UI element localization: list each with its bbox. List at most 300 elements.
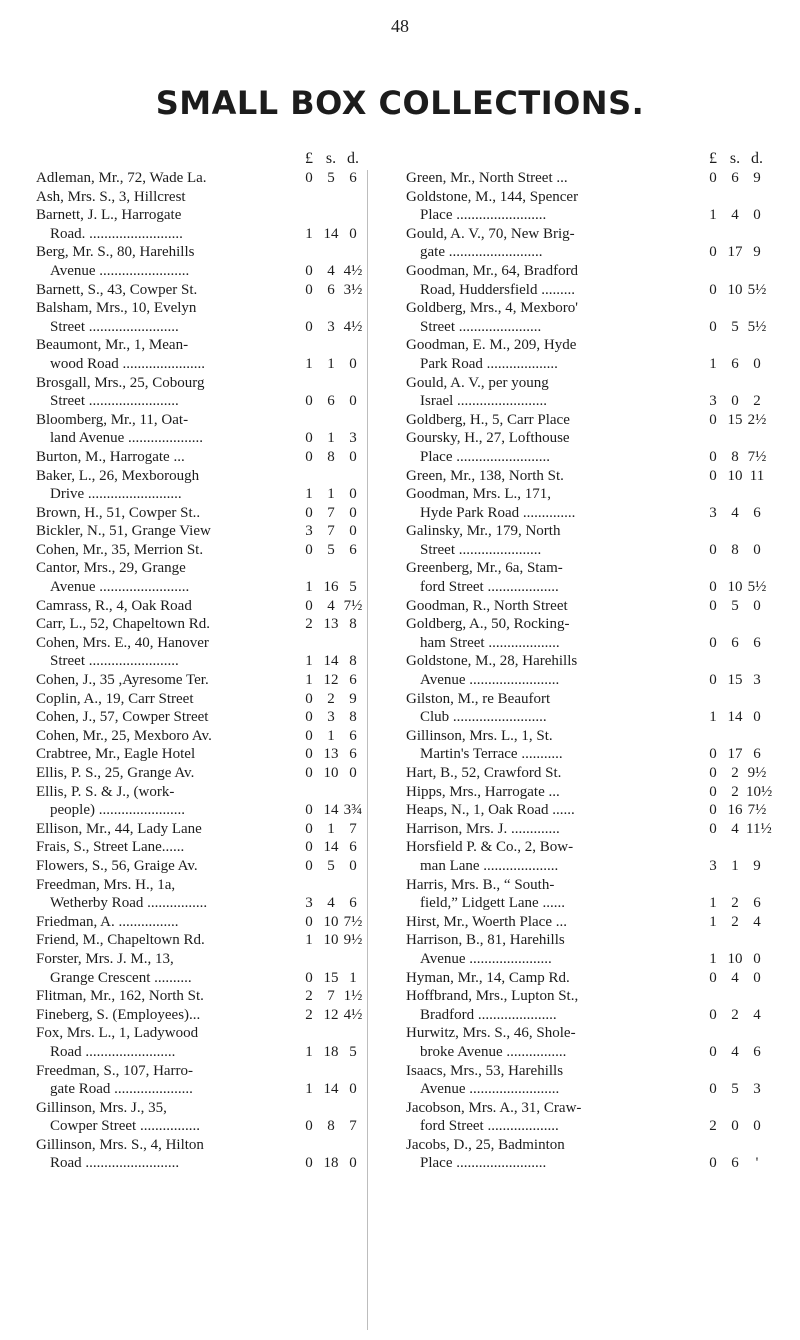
amount-pence: 0: [753, 207, 761, 224]
entry-amount-row: [406, 392, 768, 411]
subscriber-name-line: Berg, Mr. S., 80, Harehills: [36, 244, 195, 261]
subscriber-name-line: Green, Mr., 138, North St.: [406, 467, 564, 484]
amount-shillings: 5: [327, 170, 335, 186]
entry-amount-row: [406, 969, 768, 988]
amount-pence: 10½: [746, 783, 773, 800]
subscriber-name-line: Goldberg, H., 5, Carr Place: [406, 411, 570, 428]
subscriber-name-line: Brosgall, Mrs., 25, Cobourg: [36, 374, 205, 391]
subscriber-entry: [36, 615, 364, 634]
entry-name-row: [406, 727, 768, 746]
subscriber-name-line: Barnett, J. L., Harrogate: [36, 207, 182, 224]
amount-shillings: 2: [731, 895, 739, 912]
amount-shillings: 6: [731, 170, 739, 186]
amount-pounds: 2: [305, 616, 313, 633]
amount-shillings: 2: [327, 690, 335, 707]
subscriber-entry: [406, 931, 768, 968]
column-divider: [367, 170, 368, 1330]
entry-name-row: [36, 374, 364, 393]
entry-name-row: [36, 1136, 364, 1155]
subscriber-entry: [36, 206, 364, 243]
subscriber-entry: [36, 783, 364, 820]
subscriber-name-line: Street ........................: [50, 653, 179, 670]
subscriber-name-line: Gould, A. V., 70, New Brig-: [406, 225, 575, 242]
subscriber-entry: [406, 597, 768, 616]
amount-shillings: 10: [323, 932, 339, 949]
amount-pounds: 0: [305, 839, 313, 856]
entry-name-row: [406, 429, 768, 448]
pence-header: d.: [347, 150, 359, 167]
amount-shillings: 15: [727, 672, 743, 689]
subscriber-name-line: Hurwitz, Mrs. S., 46, Shole-: [406, 1025, 576, 1042]
entry-name-row: [406, 299, 768, 318]
entry-amount-row: [36, 485, 364, 504]
amount-shillings: 4: [327, 895, 335, 912]
entry-amount-row: [406, 318, 768, 337]
subscriber-entry: [406, 169, 768, 188]
entry-amount-row: [36, 764, 364, 783]
subscriber-name-line: Road. .........................: [50, 225, 183, 242]
entry-name-row: [406, 374, 768, 393]
amount-pence: 7½: [343, 597, 363, 614]
entry-amount-row: [406, 820, 772, 839]
subscriber-entry: [406, 987, 768, 1024]
amount-shillings: 15: [727, 411, 743, 428]
amount-shillings: 13: [323, 746, 339, 763]
subscriber-entry: [406, 727, 768, 764]
amount-pounds: 1: [305, 1081, 313, 1098]
subscriber-entry: [406, 411, 768, 430]
amount-shillings: 12: [323, 1006, 339, 1023]
entry-amount-row: [406, 206, 768, 225]
amount-pounds: 1: [709, 709, 717, 726]
amount-pounds: 0: [305, 281, 313, 298]
amount-pounds: 0: [709, 411, 717, 428]
subscriber-entry: [406, 225, 768, 262]
amount-shillings: 5: [327, 857, 335, 874]
entry-name-row: [36, 634, 364, 653]
amount-pence: ': [755, 1155, 759, 1172]
subscriber-name-line: Goodman, Mr., 64, Bradford: [406, 262, 579, 279]
subscriber-entry: [36, 188, 364, 207]
amount-shillings: 14: [323, 653, 339, 670]
subscriber-entry: [36, 1099, 364, 1136]
amount-shillings: 10: [323, 913, 339, 930]
entry-amount-row: [36, 1117, 364, 1136]
amount-shillings: 2: [731, 783, 739, 800]
entry-name-row: [406, 931, 768, 950]
subscriber-name-line: gate Road .....................: [50, 1081, 193, 1098]
amount-pounds: 0: [305, 170, 313, 186]
amount-shillings: 18: [323, 1043, 339, 1060]
subscriber-name-line: Harrison, B., 81, Harehills: [406, 932, 565, 949]
amount-pounds: 0: [305, 541, 313, 558]
entry-amount-row: [406, 169, 768, 188]
entry-name-row: [406, 1136, 768, 1155]
entry-amount-row: [406, 857, 768, 876]
amount-shillings: 8: [731, 448, 739, 465]
right-entry-list: [406, 169, 773, 1173]
entry-amount-row: [36, 931, 364, 950]
subscriber-name-line: Friedman, A. ................: [36, 913, 179, 930]
amount-shillings: 1: [327, 820, 335, 837]
entry-amount-row: [36, 541, 364, 560]
entry-amount-row: [406, 950, 768, 969]
amount-pounds: 0: [305, 969, 313, 986]
subscriber-name-line: Bradford .....................: [420, 1006, 557, 1023]
page-title: SMALL BOX COLLECTIONS.: [155, 84, 645, 122]
amount-pence: 6: [349, 170, 357, 186]
entry-amount-row: [36, 820, 364, 839]
amount-pence: 6: [349, 895, 357, 912]
amount-pounds: 0: [305, 1155, 313, 1172]
subscriber-name-line: Israel ........................: [420, 393, 548, 410]
subscriber-name-line: Burton, M., Harrogate ...: [36, 448, 185, 465]
entry-amount-row: [36, 281, 364, 300]
entry-amount-row: [406, 467, 768, 486]
amount-pence: 6: [349, 746, 357, 763]
amount-pence: 9: [753, 857, 761, 874]
subscriber-name-line: Goodman, Mrs. L., 171,: [406, 486, 551, 503]
amount-shillings: 18: [323, 1155, 339, 1172]
entry-amount-row: [406, 783, 773, 802]
subscriber-name-line: Cohen, Mr., 25, Mexboro Av.: [36, 727, 212, 744]
subscriber-entry: [36, 243, 364, 280]
subscriber-name-line: Fineberg, S. (Employees)...: [36, 1006, 201, 1023]
amount-pence: 0: [349, 857, 357, 874]
entry-amount-row: [36, 448, 364, 467]
subscriber-entry: [406, 262, 768, 299]
amount-pounds: 0: [709, 820, 717, 837]
amount-shillings: 3: [327, 318, 335, 335]
entry-name-row: [406, 690, 768, 709]
amount-pounds: 0: [709, 672, 717, 689]
subscriber-name-line: man Lane ....................: [420, 857, 559, 874]
amount-shillings: 10: [727, 579, 743, 596]
subscriber-entry: [36, 634, 364, 671]
entry-amount-row: [36, 671, 364, 690]
subscriber-name-line: Adleman, Mr., 72, Wade La.: [36, 170, 207, 186]
subscriber-entry: [36, 764, 364, 783]
subscriber-name-line: Hyman, Mr., 14, Camp Rd.: [406, 969, 570, 986]
amount-pence: 9½: [747, 765, 767, 781]
subscriber-entry: [406, 374, 768, 411]
amount-pence: 9½: [343, 932, 363, 949]
entry-amount-row: [406, 243, 768, 262]
amount-shillings: 5: [327, 541, 335, 558]
entry-amount-row: [36, 522, 364, 541]
entry-name-row: [406, 225, 768, 244]
subscriber-entry: [36, 504, 364, 523]
entry-amount-row: [36, 578, 364, 597]
subscriber-name-line: Carr, L., 52, Chapeltown Rd.: [36, 616, 210, 633]
subscriber-entry: [36, 690, 364, 709]
entry-amount-row: [36, 969, 364, 988]
entry-amount-row: [406, 578, 768, 597]
subscriber-name-line: Gillinson, Mrs. S., 4, Hilton: [36, 1136, 204, 1153]
subscriber-entry: [36, 671, 364, 690]
subscriber-entry: [406, 467, 768, 486]
amount-pounds: 0: [305, 727, 313, 744]
subscriber-name-line: Brown, H., 51, Cowper St..: [36, 504, 201, 521]
entry-name-row: [406, 652, 768, 671]
subscriber-name-line: Fox, Mrs. L., 1, Ladywood: [36, 1025, 199, 1042]
amount-pounds: 0: [305, 504, 313, 521]
subscriber-name-line: Bickler, N., 51, Grange View: [36, 523, 211, 540]
amount-pounds: 0: [709, 634, 717, 651]
amount-pence: 0: [349, 504, 357, 521]
subscriber-name-line: Heaps, N., 1, Oak Road ......: [406, 802, 575, 819]
subscriber-name-line: Greenberg, Mr., 6a, Stam-: [406, 560, 563, 577]
amount-pounds: 0: [305, 430, 313, 447]
entry-amount-row: [406, 355, 768, 374]
subscriber-entry: [36, 169, 364, 188]
entry-amount-row: [36, 429, 364, 448]
amount-shillings: 4: [731, 820, 739, 837]
subscriber-name-line: ford Street ...................: [420, 1118, 559, 1135]
subscriber-name-line: Avenue ......................: [420, 950, 552, 967]
amount-pounds: 1: [305, 1043, 313, 1060]
amount-pence: 6: [753, 634, 761, 651]
amount-shillings: 4: [731, 207, 739, 224]
amount-pounds: 0: [709, 318, 717, 335]
page-number: 48: [391, 16, 409, 36]
entry-name-row: [36, 1024, 364, 1043]
entry-name-row: [36, 336, 364, 355]
amount-pounds: 0: [305, 820, 313, 837]
amount-pence: 8: [349, 653, 357, 670]
entry-amount-row: [36, 987, 364, 1006]
amount-pence: 11½: [746, 820, 772, 837]
amount-pence: 3: [753, 672, 761, 689]
amount-pounds: 2: [305, 988, 313, 1005]
amount-pounds: 0: [709, 467, 717, 484]
amount-pence: 5: [349, 1043, 357, 1060]
subscriber-entry: [406, 690, 768, 727]
subscriber-entry: [36, 1024, 364, 1061]
subscriber-entry: [36, 1062, 364, 1099]
amount-pounds: 0: [305, 802, 313, 819]
amount-shillings: 5: [731, 318, 739, 335]
amount-pounds: 3: [709, 857, 717, 874]
entry-amount-row: [406, 708, 768, 727]
subscriber-name-line: Flitman, Mr., 162, North St.: [36, 988, 204, 1005]
entry-name-row: [406, 838, 768, 857]
subscriber-entry: [36, 838, 364, 857]
subscriber-entry: [36, 931, 364, 950]
subscriber-entry: [406, 336, 768, 373]
amount-shillings: 13: [323, 616, 339, 633]
amount-pounds: 0: [305, 448, 313, 465]
shillings-header: s.: [729, 150, 741, 167]
subscriber-name-line: Freedman, S., 107, Harro-: [36, 1062, 194, 1079]
subscriber-name-line: Club .........................: [420, 709, 547, 726]
subscriber-name-line: Gilston, M., re Beaufort: [406, 690, 551, 707]
subscriber-entry: [36, 913, 364, 932]
amount-pounds: 3: [709, 393, 717, 410]
subscriber-name-line: Place ........................: [420, 207, 547, 224]
entry-amount-row: [406, 541, 768, 560]
subscriber-name-line: broke Avenue ................: [420, 1043, 567, 1060]
amount-pounds: 0: [709, 783, 717, 800]
subscriber-entry: [406, 838, 768, 875]
subscriber-name-line: Hyde Park Road ..............: [420, 504, 576, 521]
amount-pounds: 1: [305, 653, 313, 670]
amount-pence: 7: [349, 820, 357, 837]
amount-shillings: 10: [727, 281, 743, 298]
amount-shillings: 4: [731, 504, 739, 521]
entry-amount-row: [406, 764, 768, 783]
amount-shillings: 2: [731, 913, 739, 930]
amount-pence: 8: [349, 616, 357, 633]
entry-name-row: [406, 876, 768, 895]
entry-name-row: [36, 243, 364, 262]
subscriber-name-line: Park Road ...................: [420, 355, 558, 372]
currency-header: [406, 150, 768, 169]
amount-pounds: 0: [709, 281, 717, 298]
subscriber-entry: [406, 783, 773, 802]
subscriber-entry: [36, 987, 364, 1006]
subscriber-name-line: Gillinson, Mrs. J., 35,: [36, 1099, 167, 1116]
amount-pence: 9: [349, 690, 357, 707]
subscriber-entry: [36, 299, 364, 336]
entry-amount-row: [36, 1006, 364, 1025]
subscriber-name-line: Barnett, S., 43, Cowper St.: [36, 281, 198, 298]
amount-pounds: 0: [305, 857, 313, 874]
amount-pence: 4½: [343, 1006, 363, 1023]
entry-amount-row: [406, 745, 768, 764]
entry-amount-row: [406, 1043, 768, 1062]
subscriber-name-line: Cowper Street ................: [50, 1118, 200, 1135]
subscriber-name-line: Cohen, Mr., 35, Merrion St.: [36, 541, 204, 558]
subscriber-name-line: Avenue ........................: [420, 672, 560, 689]
subscriber-name-line: ford Street ...................: [420, 579, 559, 596]
amount-pounds: 0: [709, 541, 717, 558]
amount-pence: 0: [349, 225, 357, 242]
entry-name-row: [36, 950, 364, 969]
amount-pence: 6: [349, 727, 357, 744]
amount-shillings: 5: [731, 597, 739, 614]
amount-pence: 2½: [747, 411, 767, 428]
subscriber-name-line: Jacobson, Mrs. A., 31, Craw-: [406, 1099, 582, 1116]
entry-name-row: [36, 1062, 364, 1081]
right-column: [406, 150, 773, 1173]
amount-pence: 0: [349, 393, 357, 410]
subscriber-name-line: field,” Lidgett Lane ......: [420, 895, 565, 912]
amount-pence: 6: [349, 541, 357, 558]
amount-pence: 0: [753, 1118, 761, 1135]
amount-pence: 2: [753, 393, 761, 410]
subscriber-name-line: Goodman, E. M., 209, Hyde: [406, 337, 577, 354]
entry-name-row: [406, 522, 768, 541]
subscriber-name-line: Road ........................: [50, 1043, 176, 1060]
subscriber-name-line: people) .......................: [50, 802, 185, 819]
amount-shillings: 2: [731, 765, 739, 781]
amount-pence: 5½: [747, 318, 767, 335]
subscriber-name-line: Hoffbrand, Mrs., Lupton St.,: [406, 988, 579, 1005]
entry-amount-row: [36, 188, 364, 207]
amount-shillings: 16: [727, 802, 743, 819]
amount-shillings: 12: [323, 672, 339, 689]
entry-name-row: [406, 336, 768, 355]
subscriber-entry: [36, 950, 364, 987]
entry-name-row: [406, 987, 768, 1006]
amount-shillings: 8: [731, 541, 739, 558]
subscriber-name-line: Green, Mr., North Street ...: [406, 170, 568, 186]
amount-shillings: 10: [727, 950, 743, 967]
amount-shillings: 6: [327, 281, 335, 298]
amount-pence: 0: [349, 355, 357, 372]
amount-pence: 1½: [343, 988, 363, 1005]
amount-pence: 0: [753, 969, 761, 986]
subscriber-entry: [406, 559, 768, 596]
subscriber-entry: [406, 801, 768, 820]
amount-pence: 4: [753, 1006, 761, 1023]
amount-pounds: 1: [709, 355, 717, 372]
subscriber-entry: [36, 1006, 364, 1025]
subscriber-entry: [406, 188, 768, 225]
subscriber-name-line: Avenue ........................: [420, 1081, 560, 1098]
left-column: [36, 150, 364, 1173]
amount-pounds: 0: [709, 597, 717, 614]
amount-pence: 3¾: [343, 802, 363, 819]
subscriber-entry: [406, 1024, 768, 1061]
amount-pounds: 0: [305, 1118, 313, 1135]
amount-pence: 0: [349, 1081, 357, 1098]
amount-shillings: 7: [327, 988, 335, 1005]
amount-pounds: 0: [305, 597, 313, 614]
subscriber-name-line: Goldberg, Mrs., 4, Mexboro': [406, 300, 578, 317]
amount-pence: 11: [749, 467, 765, 484]
subscriber-name-line: Hirst, Mr., Woerth Place ...: [406, 913, 567, 930]
amount-shillings: 14: [727, 709, 743, 726]
amount-pence: 7½: [343, 913, 363, 930]
subscriber-entry: [36, 708, 364, 727]
amount-pence: 6: [753, 1043, 761, 1060]
subscriber-entry: [406, 615, 768, 652]
amount-pounds: 1: [709, 950, 717, 967]
subscriber-name-line: Goldstone, M., 144, Spencer: [406, 188, 579, 205]
amount-pence: 6: [753, 895, 761, 912]
amount-shillings: 1: [327, 486, 335, 503]
subscriber-name-line: Gould, A. V., per young: [406, 374, 549, 391]
amount-pounds: 1: [305, 579, 313, 596]
amount-shillings: 8: [327, 1118, 335, 1135]
subscriber-name-line: Goldberg, A., 50, Rocking-: [406, 616, 570, 633]
subscriber-name-line: Martin's Terrace ...........: [420, 746, 563, 763]
subscriber-entry: [36, 857, 364, 876]
subscriber-name-line: Coplin, A., 19, Carr Street: [36, 690, 194, 707]
entry-amount-row: [36, 169, 364, 188]
entry-name-row: [406, 1099, 768, 1118]
subscriber-entry: [406, 1136, 768, 1173]
entry-amount-row: [406, 411, 768, 430]
subscriber-name-line: Cohen, Mrs. E., 40, Hanover: [36, 634, 209, 651]
subscriber-entry: [36, 820, 364, 839]
entry-amount-row: [406, 634, 768, 653]
amount-shillings: 8: [327, 448, 335, 465]
subscriber-name-line: Ash, Mrs. S., 3, Hillcrest: [36, 188, 186, 205]
amount-pence: 4½: [343, 318, 363, 335]
amount-pence: 3½: [343, 281, 363, 298]
amount-pounds: 0: [305, 765, 313, 781]
amount-pence: 0: [753, 709, 761, 726]
subscriber-name-line: Street ........................: [50, 393, 179, 410]
amount-pounds: [298, 188, 320, 207]
subscriber-name-line: Crabtree, Mr., Eagle Hotel: [36, 746, 196, 763]
amount-pounds: 0: [709, 765, 717, 781]
entry-name-row: [406, 559, 768, 578]
amount-shillings: 16: [323, 579, 339, 596]
